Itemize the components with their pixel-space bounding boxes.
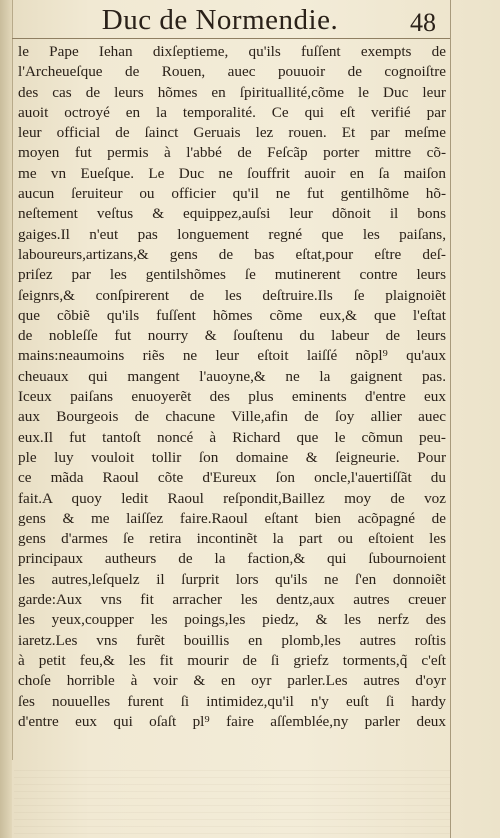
text-line: neſtement veſtus & equippez,auſsi leur dõnoit il bons (18, 205, 446, 223)
text-line: l'Archeueſque de Rouen, auec pouuoir de cognoiſtre (18, 63, 446, 81)
text-line: les yeux,coupper les poings,les piedz, & les nerfz des (18, 611, 446, 629)
text-line: fait.A quoy ledit Raoul reſpondit,Baillez moy de voz (18, 489, 446, 507)
text-line: gaiges.Il n'eut pas longuement regné que les paiſans, (18, 225, 446, 243)
lower-margin (14, 770, 450, 838)
text-line: ple luy vouloit tollir ſon domaine & ſeigneurie. Pour (18, 448, 446, 466)
text-line: des cas de leurs hõmes en ſpirituallité,cõme le Duc leur (18, 83, 446, 101)
text-line: priſez par les gentilshõmes ſe mutinerent contre leurs (18, 266, 446, 284)
binding-gutter (0, 0, 12, 838)
text-line: laboureurs,artizans,& gens de bas eſtat,pour eſtre deſ- (18, 245, 446, 263)
body-text (18, 42, 446, 732)
left-margin-rule (12, 0, 13, 760)
text-line: mains:neaumoins riẽs ne leur eſtoit laiſſé nõpl⁹ qu'aux (18, 347, 446, 365)
text-line: le Pape Iehan dixſeptieme, qu'ils fuſſent exempts de (18, 43, 446, 60)
text-line: à petit feu,& les fit mourir de ſi griefz torments,q̃ c'eſt (18, 651, 446, 669)
text-line: que cõbiẽ qu'ils fuſſent hõmes cõme eux,& que l'eſtat (18, 306, 446, 324)
text-line: garde:Aux vns fit arracher les dentz,aux autres creuer (18, 591, 446, 609)
header-rule (12, 38, 450, 39)
text-line: ce mãda Raoul cõte d'Eureux ſon oncle,l'auertiſſãt du (18, 469, 446, 487)
running-title: Duc de Normendie. (101, 4, 339, 36)
text-line: Iceux paiſans enuoyerẽt des plus eminents d'entre eux (18, 388, 446, 406)
text-line: gens & me laiſſez faire.Raoul eſtant bien acõpagné de (18, 509, 446, 527)
text-line: cheuaux qui mangent l'auoyne,& ne la gaignent pas. (18, 367, 446, 385)
text-line: les autres,leſquelz il ſurprit lors qu'ils ne ſ'en donnoiẽt (18, 570, 446, 588)
text-line: principaux autheurs de la faction,& qui ſubournoient (18, 550, 446, 568)
text-line: aux Bourgeois de chacune Ville,afin de ſoy allier auec (18, 408, 446, 426)
text-line: me vn Eueſque. Le Duc ne ſouffrit auoir en ſa maiſon (18, 164, 446, 182)
text-line: auoit octroyé en la temporalité. Ce qui eſt verifié par (18, 103, 446, 121)
text-line: moyen fut permis à l'abbé de Feſcãp porter mittre cõ- (18, 144, 446, 162)
text-line: choſe horrible à voir & en oyr parler.Les autres d'oyr (18, 672, 446, 690)
text-line: ſeignrs,& conſpirerent de les deſtruire.Ils ſe plaignoiẽt (18, 286, 446, 304)
text-line: iaretz.Les vns furẽt bouillis en plomb,les autres roſtis (18, 631, 446, 649)
text-line: leur official de ſainct Geruais lez rouen. Et par meſme (18, 124, 446, 142)
text-line: de nobleſſe fut nourry & ſouſtenu du labeur de leurs (18, 327, 446, 345)
text-line: ſes nouuelles furent ſi intimidez,qu'il n'y euſt ſi hardy (18, 692, 446, 710)
text-line: eux.Il fut tantoſt noncé à Richard que le cõmun peu- (18, 428, 446, 446)
page-number: 48 (410, 8, 436, 37)
right-margin-rule (450, 0, 451, 838)
text-line: aucun ſeruiteur ou officier qu'il ne fut gentilhõme hõ- (18, 185, 446, 203)
text-line: d'entre eux qui oſaſt pl⁹ faire aſſemblée,ny parler deux (18, 712, 446, 730)
text-line: gens d'armes ſe retira incontinẽt la part ou eſtoient les (18, 530, 446, 548)
